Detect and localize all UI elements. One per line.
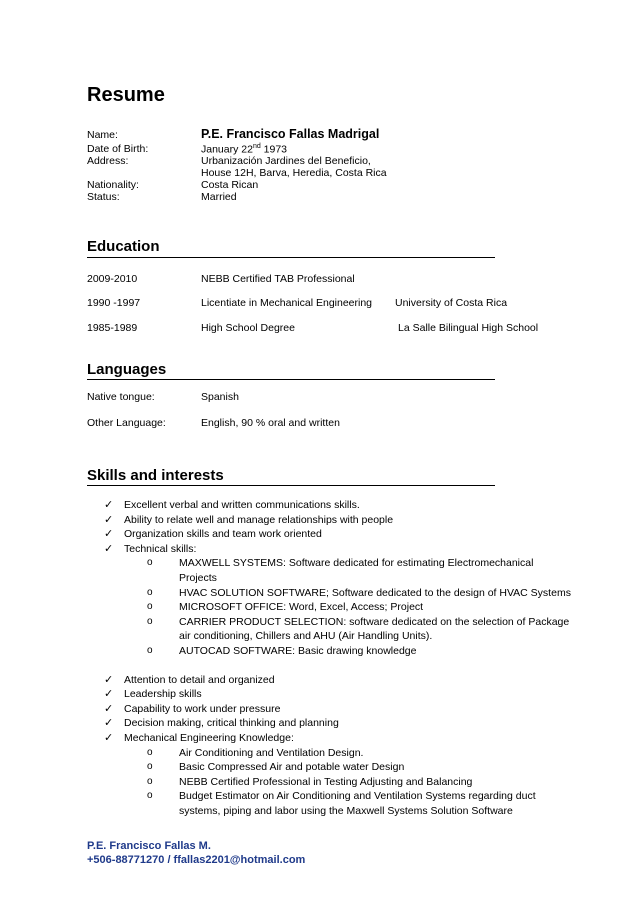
- circle-bullet-icon: o: [147, 615, 153, 627]
- address-line2: House 12H, Barva, Heredia, Costa Rica: [201, 167, 387, 179]
- footer-name: P.E. Francisco Fallas M.: [87, 840, 211, 852]
- checkmark-icon: ✓: [104, 528, 114, 541]
- mechanical-item: [142, 760, 574, 775]
- checkmark-icon: ✓: [104, 702, 114, 715]
- status-label: Status:: [87, 191, 120, 203]
- circle-bullet-icon: o: [147, 601, 153, 613]
- skills-heading: Skills and interests: [87, 467, 224, 484]
- technical-skill-text: MICROSOFT OFFICE: Word, Excel, Access; Project: [179, 601, 424, 614]
- name-label: Name:: [87, 129, 118, 141]
- mechanical-text: NEBB Certified Professional in Testing Adjusting and Balancing: [179, 775, 473, 788]
- languages-rule: [87, 379, 495, 380]
- skill-item: [104, 702, 554, 717]
- other-language-label: Other Language:: [87, 417, 166, 429]
- mechanical-item: [142, 789, 574, 818]
- checkmark-icon: ✓: [104, 542, 114, 555]
- skill-text: Attention to detail and organized: [124, 673, 275, 686]
- nationality-value: Costa Rican: [201, 179, 259, 191]
- education-degree: Licentiate in Mechanical Engineering: [201, 297, 373, 309]
- skill-item: [104, 542, 571, 659]
- education-years: 2009-2010: [87, 273, 138, 285]
- skill-text: Capability to work under pressure: [124, 702, 281, 715]
- skills-group-personal: [104, 673, 554, 819]
- footer-contact[interactable]: +506-88771270 / ffallas2201@hotmail.com: [87, 854, 306, 866]
- skill-item: [104, 687, 554, 702]
- technical-skill-text: AUTOCAD SOFTWARE: Basic drawing knowledge: [179, 644, 417, 657]
- address-label: Address:: [87, 155, 129, 167]
- skills-list: [104, 498, 571, 818]
- status-value: Married: [201, 191, 237, 203]
- mechanical-knowledge-list: [142, 746, 554, 819]
- address-line1: Urbanización Jardines del Beneficio,: [201, 155, 371, 167]
- technical-skill-text: HVAC SOLUTION SOFTWARE; Software dedicated to the design of HVAC Systems: [179, 586, 571, 599]
- dob-year: 1973: [260, 143, 288, 156]
- name-value: P.E. Francisco Fallas Madrigal: [201, 127, 380, 141]
- mechanical-item: [142, 746, 574, 761]
- footer: [87, 839, 305, 867]
- native-tongue-value: Spanish: [201, 391, 239, 403]
- skill-item: [104, 498, 554, 513]
- skill-text: Leadership skills: [124, 688, 202, 701]
- education-heading: Education: [87, 238, 160, 255]
- skill-text: Technical skills:: [124, 542, 197, 555]
- native-tongue-label: Native tongue:: [87, 391, 155, 403]
- circle-bullet-icon: o: [147, 746, 153, 758]
- technical-skill-item: [142, 556, 574, 585]
- skill-text: Organization skills and team work oriented: [124, 528, 322, 541]
- other-language-value: English, 90 % oral and written: [201, 417, 340, 429]
- checkmark-icon: ✓: [104, 717, 114, 730]
- skills-rule: [87, 485, 495, 486]
- skill-item: [104, 716, 554, 731]
- circle-bullet-icon: o: [147, 557, 153, 569]
- mechanical-text: Basic Compressed Air and potable water Design: [179, 761, 405, 774]
- skill-text: Mechanical Engineering Knowledge:: [124, 731, 294, 744]
- skill-item: [104, 527, 554, 542]
- dob-label: Date of Birth:: [87, 143, 149, 155]
- dob-value: [201, 143, 287, 156]
- mechanical-text: Air Conditioning and Ventilation Design.: [179, 746, 364, 759]
- technical-skill-text: MAXWELL SYSTEMS: Software dedicated for estimating Electromechanical Projects: [179, 557, 534, 584]
- education-years: 1985-1989: [87, 322, 138, 334]
- mechanical-item: [142, 775, 574, 790]
- skill-text: Excellent verbal and written communications skills.: [124, 499, 360, 511]
- languages-heading: Languages: [87, 361, 167, 378]
- nationality-label: Nationality:: [87, 179, 139, 191]
- education-degree: High School Degree: [201, 322, 295, 334]
- checkmark-icon: ✓: [104, 731, 114, 744]
- checkmark-icon: ✓: [104, 513, 114, 526]
- education-rule: [87, 257, 495, 258]
- dob-day: January 22: [201, 143, 253, 156]
- skills-group-general: [104, 498, 571, 659]
- skill-text: Decision making, critical thinking and planning: [124, 717, 339, 730]
- technical-skill-item: [142, 615, 574, 644]
- circle-bullet-icon: o: [147, 790, 153, 802]
- education-years: 1990 -1997: [87, 297, 141, 309]
- skill-item: [104, 673, 554, 688]
- technical-skill-item: [142, 586, 574, 601]
- mechanical-text: Budget Estimator on Air Conditioning and Ventilation Systems regarding duct systems, piping and labor using the Maxwell Systems Solution Software: [179, 790, 536, 817]
- education-institution: La Salle Bilingual High School: [398, 322, 539, 334]
- education-degree: NEBB Certified TAB Professional: [201, 273, 355, 285]
- technical-skill-text: CARRIER PRODUCT SELECTION: software dedicated on the selection of Package air conditioning, Chillers and AHU (Air Handling Units).: [179, 615, 570, 643]
- education-institution: University of Costa Rica: [395, 297, 508, 309]
- skill-item: [104, 513, 554, 528]
- technical-skills-list: [142, 556, 571, 658]
- circle-bullet-icon: o: [147, 775, 153, 787]
- checkmark-icon: ✓: [104, 688, 114, 701]
- circle-bullet-icon: o: [147, 761, 153, 773]
- circle-bullet-icon: o: [147, 586, 153, 598]
- list-spacer: [104, 659, 554, 673]
- skill-text: Ability to relate well and manage relationships with people: [124, 513, 394, 526]
- skill-item: [104, 731, 554, 819]
- dob-suffix: nd: [252, 143, 261, 150]
- technical-skill-item: [142, 600, 574, 615]
- checkmark-icon: ✓: [104, 499, 114, 511]
- circle-bullet-icon: o: [147, 644, 153, 656]
- page-title: Resume: [87, 84, 165, 106]
- checkmark-icon: ✓: [104, 673, 114, 686]
- technical-skill-item: [142, 644, 574, 659]
